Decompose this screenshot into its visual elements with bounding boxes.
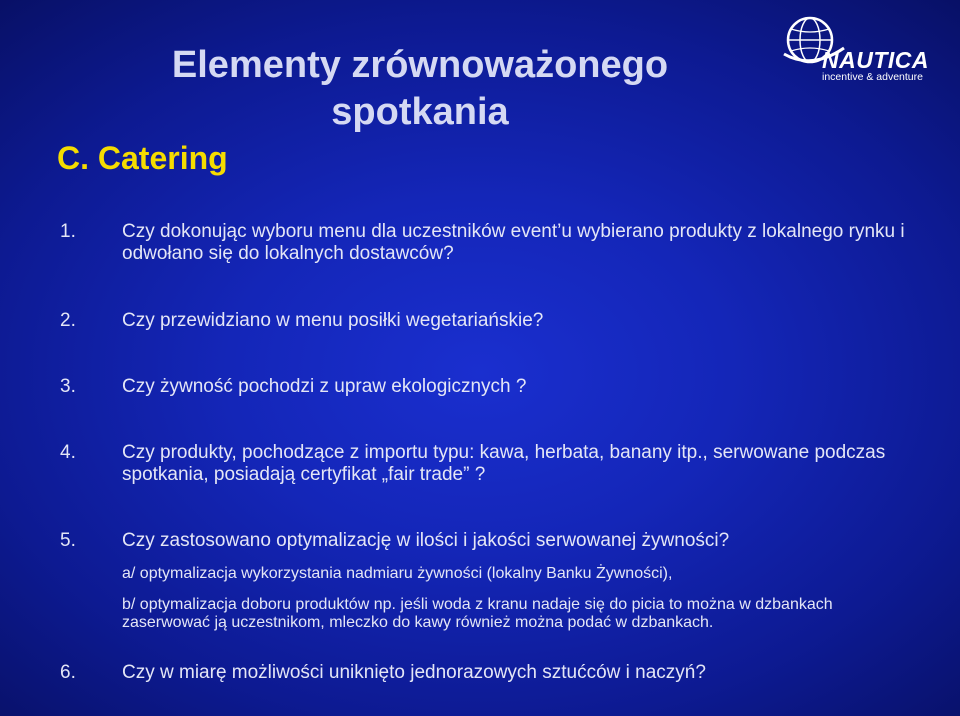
item-text: Czy produkty, pochodzące z importu typu: kawa, herbata, banany itp., serwowane podczas spotkania, posiadają certyfikat „fair trade” ? — [122, 442, 886, 485]
item-number: 2. — [60, 310, 76, 331]
item-number: 1. — [60, 221, 76, 242]
logo-tagline: incentive & adventure — [822, 71, 923, 83]
item-text: Czy przewidziano w menu posiłki wegetariańskie? — [122, 310, 544, 331]
item-text: Czy w miarę możliwości uniknięto jednorazowych sztućców i naczyń? — [122, 662, 706, 683]
item-number: 4. — [60, 442, 76, 463]
item-text: Czy żywność pochodzi z upraw ekologicznych ? — [122, 376, 527, 397]
item-text: Czy zastosowano optymalizację w ilości i jakości serwowanej żywności? — [122, 530, 730, 551]
item-number: 3. — [60, 376, 76, 397]
item-number: 6. — [60, 662, 76, 683]
item-number: 5. — [60, 530, 76, 551]
item-text: Czy dokonując wyboru menu dla uczestników event’u wybierano produkty z lokalnego rynku i odwołano się do lokalnych dostawców? — [122, 221, 905, 264]
logo-brand: NAUTICA — [822, 47, 929, 73]
sub-item: b/ optymalizacja doboru produktów np. jeśli woda z kranu nadaje się do picia to można w dzbankach zaserwować ją uczestnikom, mleczko do kawy również można podać w dzbankach. — [122, 596, 833, 631]
nautica-logo — [782, 14, 942, 84]
sub-item: a/ optymalizacja wykorzystania nadmiaru żywności (lokalny Banku Żywności), — [122, 565, 673, 582]
section-subtitle: C. Catering — [57, 140, 228, 176]
slide-title-line2: spotkania — [331, 91, 509, 133]
slide-title-line1: Elementy zrównoważonego — [171, 44, 669, 86]
